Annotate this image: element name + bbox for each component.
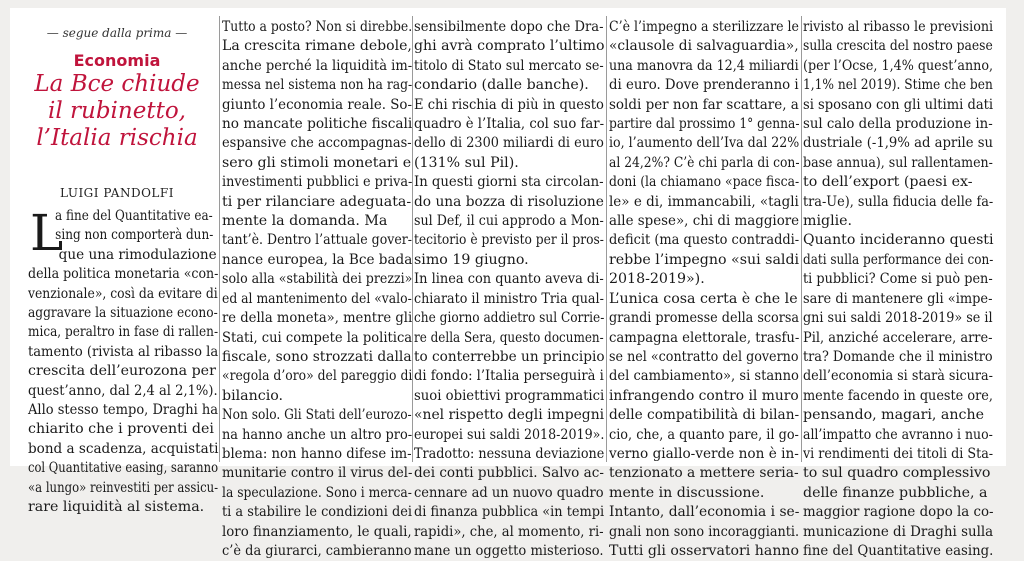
text-line: tecitorio è previsto per il pros- (414, 232, 604, 249)
text-line: di euro. Dove prenderanno i (609, 77, 799, 94)
text-line: campagna elettorale, trasfu- (609, 329, 800, 346)
text-line: Tutto a posto? Non si direbbe. (222, 19, 413, 35)
text-line: base annua), sul rallentamen- (803, 154, 993, 171)
headline-line: il rubinetto, (48, 98, 186, 124)
text-line: tra-Ue), sulla fiducia delle fa- (803, 193, 994, 210)
text-line: loro finanziamento, le quali, (222, 523, 412, 540)
text-line: do una bozza di risoluzione (414, 193, 604, 210)
text-line: rare liquidità al sistema. (28, 499, 205, 516)
text-line: dustriale (-1,9% ad aprile su (803, 135, 993, 152)
text-line: mente la domanda. Ma (222, 213, 388, 230)
text-line: dell’economia si starà sicura- (803, 368, 993, 385)
headline-line: l’Italia rischia (36, 125, 198, 151)
text-line: munitarie contro il virus del- (222, 465, 413, 482)
text-line: rivisto al ribasso le previsioni (803, 19, 994, 35)
text-line: all’impatto che avranno i nuo- (803, 426, 993, 443)
text-line: cio, che, a quanto pare, il go- (609, 426, 799, 443)
drop-cap: L (30, 204, 64, 262)
text-line: partire dal prossimo 1° genna- (609, 116, 800, 133)
text-line: re della Sera, questo documen- (414, 329, 604, 346)
text-line: mane un oggetto misterioso. (414, 542, 604, 559)
text-line: io, l’aumento dell’Iva dal 22% (609, 135, 800, 152)
text-line: dati sulla performance dei con- (803, 251, 994, 268)
text-line: Pil, anziché accelerare, arre- (803, 329, 993, 346)
text-line: Stati, cui compete la politica (222, 329, 413, 346)
text-line: al 24,2%? C’è chi parla di con- (609, 154, 800, 171)
text-line: Non solo. Gli Stati dell’eurozo- (222, 407, 412, 424)
text-line: to conterrebbe un principio (414, 348, 605, 365)
text-line: mica, peraltro in fase di rallen- (28, 324, 219, 341)
text-line: dello di 2300 miliardi di euro (414, 135, 604, 152)
text-line: sul Def, il cui approdo a Mon- (414, 213, 604, 230)
text-line: sare di mantenere gli «impe- (803, 290, 993, 307)
kicker: — segue dalla prima — (46, 26, 188, 40)
text-line: blema: non hanno difese im- (222, 445, 412, 462)
text-line: giunto l’economia reale. So- (222, 96, 412, 113)
text-line: di fondo: l’Italia perseguirà i (414, 368, 604, 385)
text-line: tra? Domande che il ministro (803, 348, 993, 365)
text-line: maggior ragione dopo la co- (803, 504, 994, 521)
text-line: bond a scadenza, acquistati (28, 440, 219, 457)
section-label: Economia (73, 51, 161, 70)
text-line: sero gli stimoli monetari e (222, 154, 412, 171)
text-line: venzionale», così da evitare di (28, 285, 218, 302)
text-line: ti per rilanciare adeguata- (222, 193, 412, 210)
text-line: tenzionato a mettere seria- (609, 465, 799, 482)
text-line: solo alla «stabilità dei prezzi» (222, 271, 413, 288)
text-line: Tradotto: nessuna deviazione (414, 445, 605, 462)
text-line: vi rendimenti dei titoli di Sta- (803, 445, 994, 462)
column-divider (219, 16, 220, 462)
text-line: a fine del Quantitative ea- (55, 208, 213, 224)
text-line: Allo stesso tempo, Draghi ha (28, 402, 219, 419)
column-divider (412, 16, 413, 462)
text-line: «a lungo» reinvestiti per assicu- (28, 479, 219, 496)
text-line: di finanza pubblica «in tempi (414, 504, 605, 521)
text-line: 1,1% nel 2019). Stime che ben (803, 77, 993, 94)
text-line: anche perché la liquidità im- (222, 57, 413, 74)
text-line: suoi obiettivi programmatici (414, 387, 605, 404)
text-line: delle compatibilità di bilan- (609, 407, 800, 424)
article-column-4 (609, 18, 799, 561)
text-line: (per l’Ocse, 1,4% quest’anno, (803, 57, 994, 74)
text-line: bilancio. (222, 387, 284, 404)
text-line: le» e di, immancabili, «tagli (609, 193, 799, 210)
text-line: quest’anno, dal 2,4 al 2,1%). (28, 382, 218, 399)
text-line: Intanto, dall’economia i se- (609, 504, 800, 521)
article-column-1 (28, 204, 219, 518)
column-divider (801, 16, 802, 462)
text-line: pensando, magari, anche (803, 407, 985, 424)
text-line: (131% sul Pil). (414, 154, 519, 171)
text-line: nance europea, la Bce bada (222, 251, 413, 268)
text-line: fiscale, sono strozzati dalla (222, 348, 412, 365)
text-line: que una rimodulazione (58, 246, 217, 263)
text-line: espansive che accompagnas- (222, 135, 412, 152)
text-line: europei sui saldi 2018-2019». (414, 426, 605, 443)
text-line: to dell’export (paesi ex- (803, 174, 973, 191)
text-line: mente facendo in queste ore, (803, 387, 993, 404)
text-line: gnali non sono incoraggianti. (609, 523, 800, 540)
text-line: tant’è. Dentro l’attuale gover- (222, 232, 413, 249)
text-line: che giorno addietro sul Corrie- (414, 310, 605, 327)
text-line: ghi avrà comprato l’ultimo (414, 38, 605, 55)
text-line: aggravare la situazione econo- (28, 305, 218, 322)
text-line: doni (la chiamano «pace fisca- (609, 174, 800, 191)
text-line: mente in discussione. (609, 484, 765, 501)
text-line: condario (dalle banche). (414, 77, 589, 94)
text-line: la speculazione. Sono i merca- (222, 484, 412, 501)
text-line: infrangendo contro il muro (609, 387, 799, 404)
text-line: ti a stabilire le condizioni dei (222, 504, 412, 521)
text-line: sul calo della produzione in- (803, 116, 993, 133)
text-line: si sposano con gli ultimi dati (803, 96, 994, 113)
text-line: cennare ad un nuovo quadro (414, 484, 604, 501)
column-divider (606, 16, 607, 462)
text-line: investimenti pubblici e priva- (222, 174, 413, 191)
text-line: titolo di Stato sul mercato se- (414, 57, 604, 74)
text-line: La crescita rimane debole, (222, 38, 412, 55)
text-line: col Quantitative easing, saranno (28, 460, 219, 477)
text-line: alle spese», chi di maggiore (609, 213, 800, 230)
article-column-3 (414, 18, 604, 561)
text-line: della politica monetaria «con- (28, 266, 219, 283)
text-line: In questi giorni sta circolan- (414, 174, 604, 191)
text-line: dei conti pubblici. Salvo ac- (414, 465, 604, 482)
text-line: sulla crescita del nostro paese (803, 38, 993, 55)
author-byline: LUIGI PANDOLFI (60, 186, 174, 200)
text-line: miglie. (803, 213, 853, 230)
article-column-5 (803, 18, 993, 561)
text-line: quadro è l’Italia, col suo far- (414, 116, 605, 133)
text-line: crescita dell’eurozona per (28, 363, 216, 380)
text-line: ed al mantenimento del «valo- (222, 290, 412, 307)
text-line: chiarito che i proventi dei (28, 421, 214, 438)
text-line: to sul quadro complessivo (803, 465, 991, 482)
text-line: «regola d’oro» del pareggio di (222, 368, 413, 385)
text-line: una manovra da 12,4 miliardi (609, 57, 799, 74)
text-line: 2018-2019»). (609, 271, 705, 288)
text-line: Tutti gli osservatori hanno (609, 542, 800, 559)
text-line: simo 19 giugno. (414, 251, 529, 268)
text-line: L’unica cosa certa è che le (609, 290, 798, 307)
text-line: sing non comporterà dun- (55, 227, 214, 244)
text-line: chiarato il ministro Tria qual- (414, 290, 604, 307)
text-line: re della moneta», mentre gli (222, 310, 413, 327)
text-line: messa nel sistema non ha rag- (222, 77, 413, 94)
text-line: C’è l’impegno a sterilizzare le (609, 19, 799, 35)
article-column-2 (222, 18, 412, 561)
text-line: Quanto incideranno questi (803, 232, 994, 249)
text-line: fine del Quantitative easing. (803, 542, 994, 559)
text-line: delle finanze pubbliche, a (803, 484, 988, 501)
headline (32, 71, 202, 152)
text-line: no mancate politiche fiscali (222, 116, 413, 133)
text-line: gni sui saldi 2018-2019» se il (803, 310, 993, 327)
text-line: del cambiamento», si stanno (609, 368, 799, 385)
text-line: rebbe l’impegno «sui saldi (609, 251, 800, 268)
text-line: na hanno anche un altro pro- (222, 426, 413, 443)
text-line: municazione di Draghi sulla (803, 523, 994, 540)
text-line: verno giallo-verde non è in- (609, 445, 799, 462)
text-line: rapidi», che, al momento, ri- (414, 523, 604, 540)
text-line: In linea con quanto aveva di- (414, 271, 604, 288)
text-line: c’è da giurarci, cambieranno (222, 542, 412, 559)
text-line: tamento (rivista al ribasso la (28, 343, 219, 360)
newspaper-article (10, 8, 1006, 559)
text-line: deficit (ma questo contraddi- (609, 232, 800, 249)
text-line: soldi per non far scattare, a (609, 96, 799, 113)
text-line: se nel «contratto del governo (609, 348, 799, 365)
text-line: «nel rispetto degli impegni (414, 407, 605, 424)
text-line: E chi rischia di più in questo (414, 96, 604, 113)
text-line: ti pubblici? Come si può pen- (803, 271, 993, 288)
text-line: «clausole di salvaguardia», (609, 38, 799, 55)
text-line: sensibilmente dopo che Dra- (414, 19, 604, 35)
headline-line: La Bce chiude (34, 71, 200, 97)
text-line: grandi promesse della scorsa (609, 310, 800, 327)
